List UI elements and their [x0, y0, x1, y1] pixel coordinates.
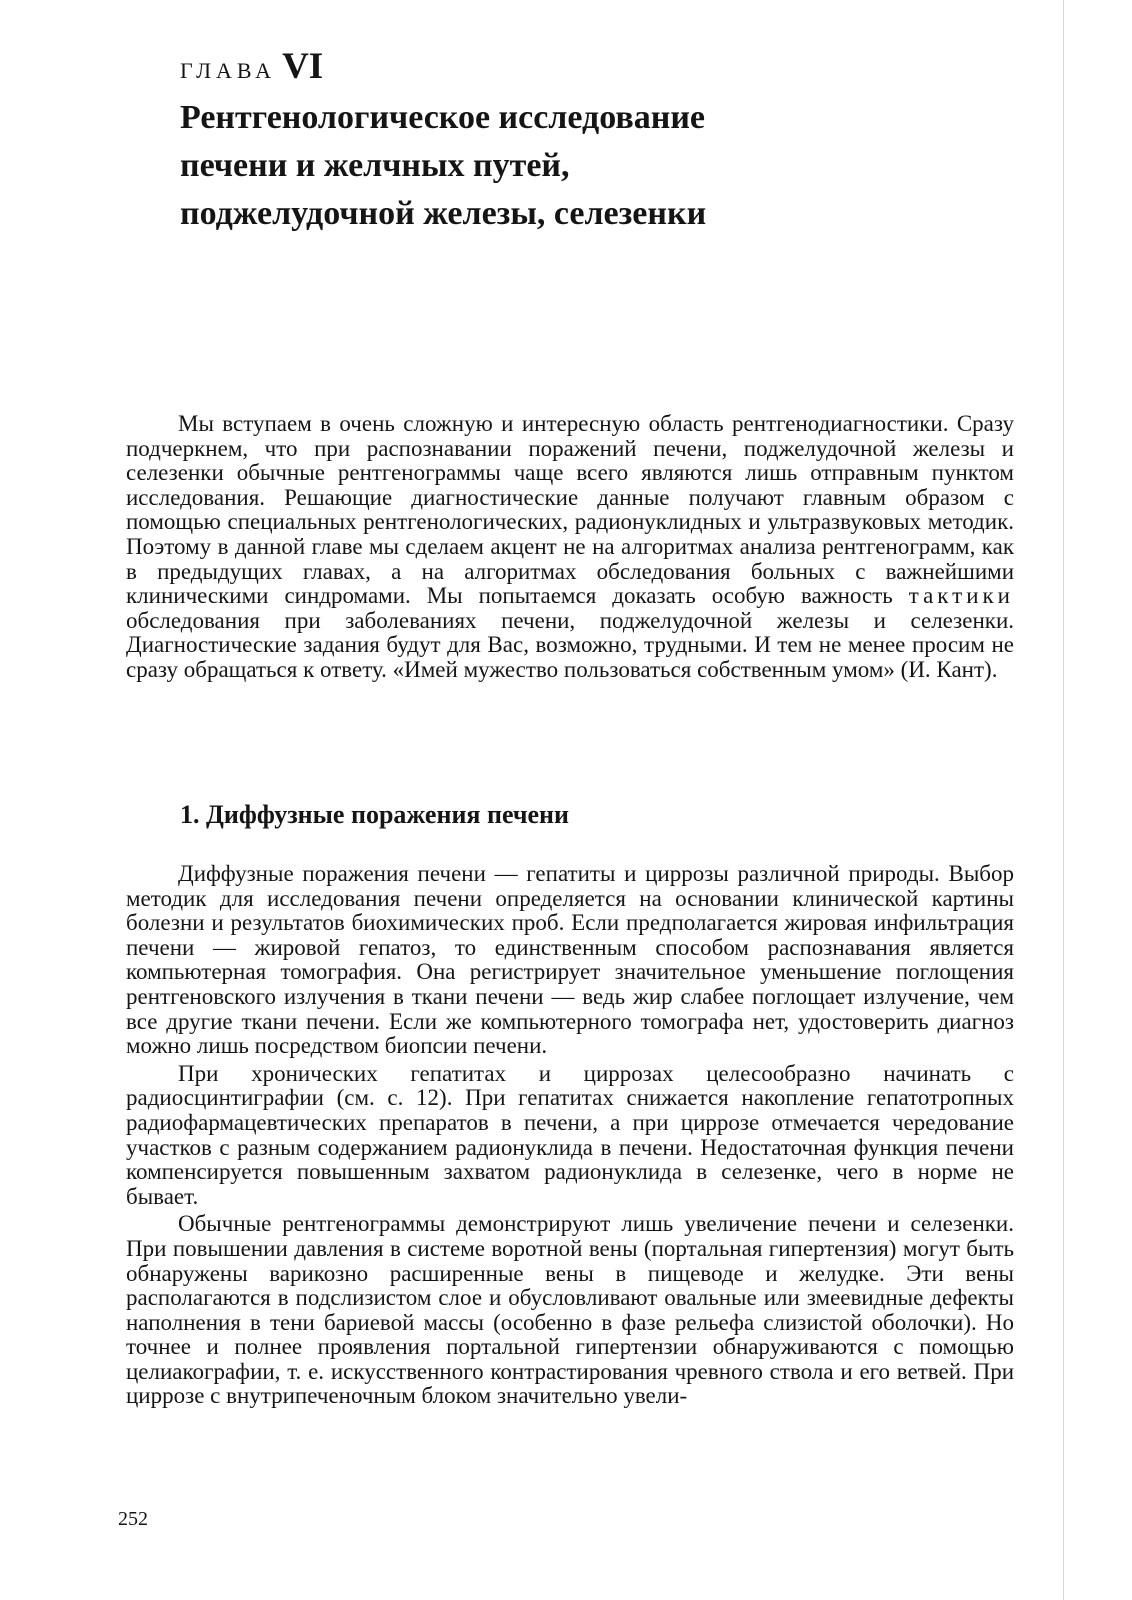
section-heading: 1. Диффузные поражения печени — [180, 800, 570, 829]
chapter-title — [180, 94, 940, 238]
body-paragraph: Диффузные поражения печени — гепатиты и циррозы различной природы. Выбор методик для исследования печени определяется на основании клинической картины болезни и результатов биохимических проб. Если предполагается жировая инфильтрация печени — жировой гепатоз, то единственным способом распознавания является компьютерная томография. Она регистрирует значительное уменьшение поглощения рентгеновского излучения в ткани печени — ведь жир слабее поглощает излучение, чем все другие ткани печени. Если же компьютерного томографа нет, удостоверить диагноз можно лишь посредством биопсии печени. — [126, 861, 1014, 1059]
page-number: 252 — [118, 1508, 148, 1530]
intro-block — [126, 412, 1014, 683]
section-body — [126, 862, 1014, 1409]
chapter-title-line: печени и желчных путей, — [180, 147, 570, 184]
chapter-title-line: поджелудочной железы, селезенки — [180, 195, 707, 232]
chapter-word: ГЛАВА — [180, 58, 277, 83]
body-paragraph: При хронических гепатитах и циррозах целесообразно начинать с радиосцинтиграфии (см. с. 12). При гепатитах снижается накопление гепатотропных радиофармацевтических препаратов в печени, а при циррозе отмечается чередование участков с разным содержанием радионуклида в печени. Недостаточная функция печени компенсируется повышенным захватом радионуклида в селезенке, чего в норме не бывает. — [126, 1060, 1014, 1209]
chapter-number: VI — [282, 46, 324, 87]
intro-emphasis: тактики — [908, 583, 1014, 609]
chapter-label — [180, 48, 323, 85]
intro-text-part2: обследования при заболеваниях печени, поджелудочной железы и селезенки. Диагностические задания будут для Вас, возможно, трудными. И тем не менее просим не сразу обращаться к ответу. «Имей мужество пользоваться собственным умом» (И. Кант). — [126, 607, 1014, 682]
body-paragraph: Обычные рентгенограммы демонстрируют лишь увеличение печени и селезенки. При повышении давления в системе воротной вены (портальная гипертензия) могут быть обнаружены варикозно расширенные вены в пищеводе и желудке. Эти вены располагаются в подслизистом слое и обусловливают овальные или змеевидные дефекты наполнения в тени бариевой массы (особенно в фазе рельефа слизистой оболочки). Но точнее и полнее проявления портальной гипертензии обнаруживаются с помощью целиакографии, т. е. искусственного контрастирования чревного ствола и его ветвей. При циррозе с внутрипеченочным блоком значительно увели- — [126, 1211, 1014, 1409]
intro-text-part1: Мы вступаем в очень сложную и интересную область рентгенодиагностики. Сразу подчеркнем, что при распознавании поражений печени, поджелудочной железы и селезенки обычные рентгенограммы чаще всего являются лишь отправным пунктом исследования. Решающие диагностические данные получают главным образом с помощью специальных рентгенологических, радионуклидных и ультразвуковых методик. Поэтому в данной главе мы сделаем акцент не на алгоритмах анализа рентгенограмм, как в предыдущих главах, а на алгоритмах обследования больных с важнейшими клиническими синдромами. Мы попытаемся доказать особую важность — [126, 411, 1014, 609]
intro-paragraph — [126, 412, 1014, 683]
chapter-title-line: Рентгенологическое исследование — [180, 99, 706, 136]
scan-right-edge — [1063, 0, 1132, 1600]
